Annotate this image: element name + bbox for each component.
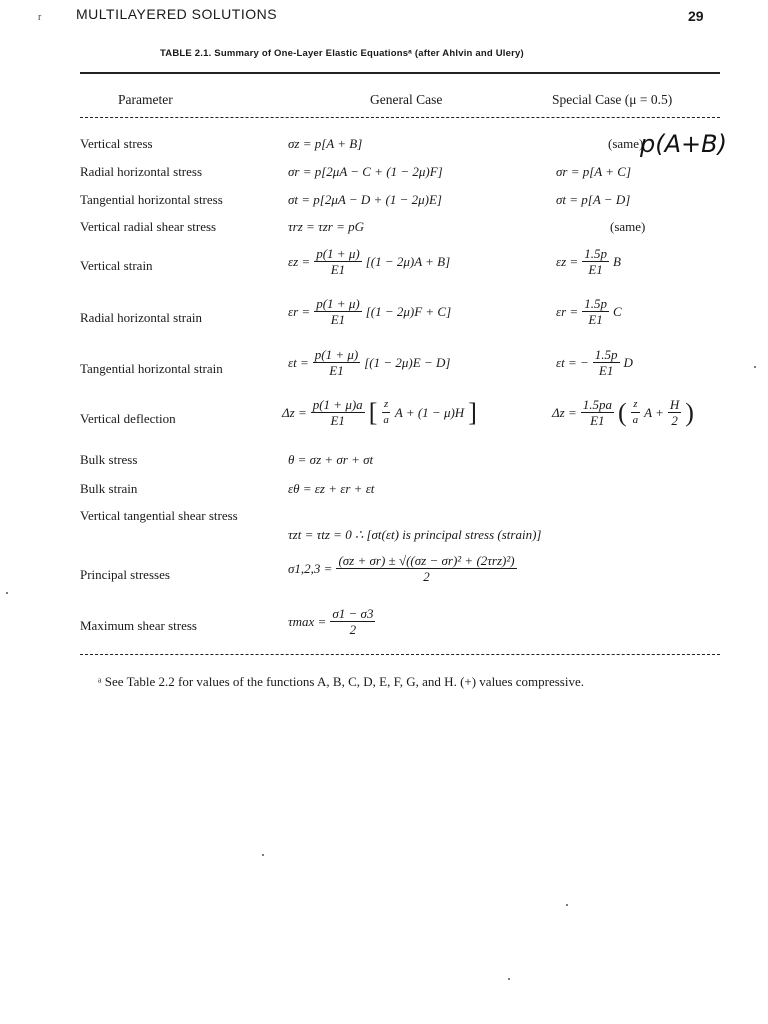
header-special-case: Special Case (μ = 0.5) — [552, 92, 673, 107]
header-general-case: General Case — [370, 92, 443, 107]
param-label: Maximum shear stress — [80, 618, 197, 633]
denominator: a — [632, 414, 639, 426]
handwritten-note: p(A+B) — [640, 130, 727, 158]
general-equation: σz = p[A + B] — [288, 136, 363, 151]
scan-speck — [6, 592, 8, 594]
numerator: p(1 + μ) — [316, 296, 360, 311]
numerator: 1.5p — [584, 246, 607, 261]
paren-open: ( — [617, 397, 627, 427]
param-label: Radial horizontal stress — [80, 164, 203, 179]
param-label: Vertical stress — [80, 136, 153, 151]
numerator: 1.5p — [584, 296, 607, 311]
denominator: 2 — [423, 569, 430, 584]
general-equation: τrz = τzr = pG — [288, 219, 364, 234]
general-equation — [288, 347, 450, 378]
numerator: p(1 + μ)a — [312, 397, 363, 412]
general-equation: σr = p[2μA − C + (1 − 2μ)F] — [288, 164, 443, 179]
eq-lhs: εr = — [556, 303, 579, 319]
eq-rhs: [(1 − 2μ)E − D] — [364, 354, 451, 370]
fraction — [582, 296, 609, 327]
numerator: z — [631, 397, 639, 413]
eq-lhs: εt = − — [556, 354, 589, 370]
special-equation: (same) — [610, 219, 646, 234]
denominator: E1 — [588, 262, 603, 277]
scan-speck — [566, 904, 568, 906]
special-equation — [556, 347, 633, 378]
numerator: σ1 − σ3 — [332, 606, 374, 621]
param-label-text: Vertical tangential shear stress — [80, 508, 238, 523]
general-equation — [288, 606, 375, 637]
eq-lhs: σ1,2,3 = — [288, 560, 333, 576]
running-head: MULTILAYERED SOLUTIONS — [76, 6, 278, 22]
denominator: E1 — [330, 413, 345, 428]
special-equation: σt = p[A − D] — [556, 192, 631, 207]
fraction — [330, 606, 375, 637]
fraction — [581, 397, 614, 428]
fraction — [593, 347, 620, 378]
denominator: E1 — [330, 312, 346, 327]
fraction — [311, 397, 365, 428]
fraction — [314, 246, 361, 277]
fraction — [313, 347, 360, 378]
numerator: z — [382, 397, 390, 413]
margin-mark: r — [38, 12, 42, 23]
denominator: E1 — [590, 413, 605, 428]
numerator: p(1 + μ) — [316, 246, 360, 261]
scan-speck — [508, 978, 510, 980]
numerator: p(1 + μ) — [314, 347, 359, 362]
eq-lhs: Δz = — [552, 404, 577, 420]
param-label: Vertical deflection — [80, 411, 176, 426]
eq-lhs: εr = — [288, 303, 311, 319]
special-equation: σr = p[A + C] — [556, 164, 632, 179]
general-equation: θ = σz + σr + σt — [288, 452, 374, 467]
param-label: Tangential horizontal strain — [80, 361, 223, 376]
bracket-close: ] — [468, 397, 477, 427]
paren-close: ) — [685, 397, 694, 427]
param-label: Vertical radial shear stress — [80, 219, 217, 234]
denominator: 2 — [349, 622, 357, 637]
special-equation — [552, 397, 694, 428]
eq-lhs: εz = — [288, 253, 311, 269]
header-parameter: Parameter — [118, 92, 173, 107]
scan-speck — [754, 366, 756, 368]
bracket-open: [ — [368, 397, 378, 427]
special-equation: (same) — [608, 136, 644, 151]
eq-rhs: [(1 − 2μ)F + C] — [365, 303, 452, 319]
special-equation — [556, 296, 622, 327]
denominator: a — [383, 414, 389, 426]
fraction — [381, 397, 391, 428]
table-caption: TABLE 2.1. Summary of One-Layer Elastic Equationsᵃ (after Ahlvin and Ulery) — [160, 48, 524, 59]
general-equation — [288, 296, 451, 327]
general-equation — [282, 397, 477, 428]
eq-rhs: [(1 − 2μ)A + B] — [365, 253, 451, 269]
eq-rhs: D — [623, 354, 633, 370]
eq-mid: A + — [644, 404, 664, 420]
denominator: E1 — [330, 262, 346, 277]
fraction — [582, 246, 609, 277]
param-label: Vertical strain — [80, 258, 153, 273]
eq-rhs: B — [612, 253, 621, 269]
special-equation — [556, 246, 621, 277]
scan-speck — [262, 854, 264, 856]
numerator: 1.5pa — [582, 397, 612, 412]
fraction — [336, 553, 516, 584]
general-equation: σt = p[2μA − D + (1 − 2μ)E] — [288, 192, 442, 207]
eq-lhs: εz = — [556, 253, 579, 269]
param-label: Bulk stress — [80, 452, 138, 467]
param-label: Tangential horizontal stress — [80, 192, 223, 207]
param-label: Principal stresses — [80, 567, 170, 582]
denominator: E1 — [329, 363, 344, 378]
param-label: Bulk strain — [80, 481, 138, 496]
general-equation — [288, 246, 450, 277]
denominator: E1 — [598, 363, 614, 378]
numerator: H — [669, 397, 680, 412]
numerator: (σz + σr) ± √((σz − σr)² + (2τrz)²) — [338, 553, 515, 568]
eq-rhs: A + (1 − μ)H — [394, 404, 465, 420]
numerator: 1.5p — [594, 347, 618, 362]
eq-rhs: C — [612, 303, 622, 319]
fraction — [668, 397, 681, 428]
page-number: 29 — [688, 8, 704, 24]
eq-lhs: Δz = — [282, 404, 307, 420]
general-equation: εθ = εz + εr + εt — [288, 481, 375, 496]
eq-lhs: εt = — [288, 354, 309, 370]
denominator: E1 — [588, 312, 603, 327]
table-footnote: ᵃ See Table 2.2 for values of the functions A, B, C, D, E, F, G, and H. (+) values compressive. — [98, 674, 584, 689]
general-equation — [288, 553, 517, 584]
param-label: Radial horizontal strain — [80, 310, 203, 325]
param-label — [80, 508, 270, 524]
denominator: 2 — [671, 413, 678, 428]
table-bottom-rule — [80, 654, 720, 655]
fraction — [631, 397, 641, 428]
fraction — [314, 296, 361, 327]
general-equation: τzt = τtz = 0 ∴ [σt(εt) is principal stress (strain)] — [288, 527, 542, 542]
eq-lhs: τmax = — [288, 613, 327, 629]
